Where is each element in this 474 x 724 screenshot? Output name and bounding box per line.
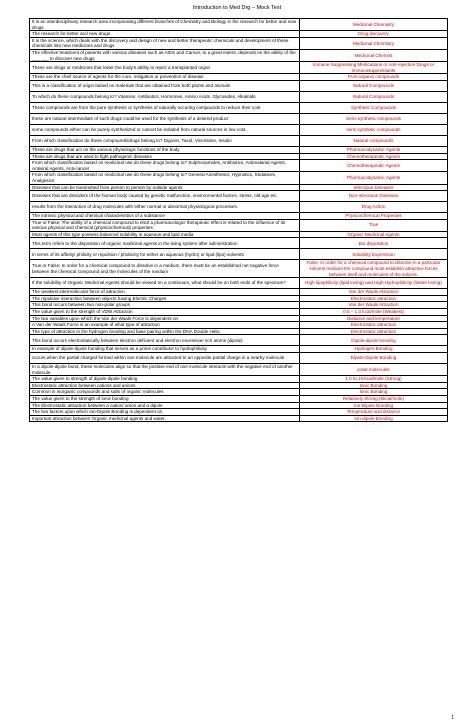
table-row (30, 322, 448, 329)
answer-cell: Semi synthetic compounds (300, 113, 448, 124)
table-row (30, 353, 448, 364)
table-row (30, 124, 448, 135)
question-cell: Diseases that can be transmitted from person to person by outside agents (30, 184, 300, 191)
question-cell: In a dipole-dipole bond, these molecules align so that the positive end of one molecule interacts with the negative end of another molecule. (30, 364, 300, 376)
question-cell: In example of dipole-dipole bonding that serves as a prime contributor to hydrophilicity (30, 346, 300, 353)
table-row (30, 402, 448, 409)
table-row (30, 415, 448, 422)
question-cell: The value given to strength of dipole-dipole bonding (30, 376, 300, 383)
answer-cell: Pharmacodynamic Agents (300, 146, 448, 153)
table-row (30, 335, 448, 346)
table-row (30, 202, 448, 213)
table-row (30, 49, 448, 61)
answer-cell: Dipole-dipole bonding (300, 335, 448, 346)
answer-cell: Natural Compounds (300, 80, 448, 91)
answer-cell: Electrostatic attraction (300, 328, 448, 335)
answer-cell: 1.0 to 10 kcal/mole (Strong) (300, 376, 448, 383)
question-cell: It is the science, which deals with the discovery and design of new and better therapeutic chemicals and development of these chemicals into new medicines and drugs (30, 37, 300, 49)
table-row (30, 153, 448, 160)
question-cell: If the solubility of Organic Medicinal Agents should be viewed on a continuum, what should be on both ends of the spectrum? (30, 278, 300, 289)
answer-cell: Physicochemical Properties (300, 213, 448, 220)
table-row (30, 231, 448, 238)
answer-cell: Electrostatic attraction (300, 295, 448, 302)
answer-cell: Chemotherapeutic Agents (300, 160, 448, 172)
table-row (30, 249, 448, 260)
answer-cell: Dipole-Dipole Bonding (300, 353, 448, 364)
question-cell: results from the interaction of drug molecules with either normal or abnormal physiological processes. (30, 202, 300, 213)
table-row (30, 309, 448, 316)
answer-cell: False: In order for a chemical compound to dissolve in a particular solvent/ medium the compound must establish attractive forces between itself and molecules of the solvent. (300, 260, 448, 278)
table-row (30, 146, 448, 153)
table-row (30, 346, 448, 353)
question-cell: Diseases that are disorders of the human body caused by genetic malfunction, environmental factors, stress, old age etc (30, 191, 300, 202)
answer-cell: Chemotherapeutic Agents (300, 153, 448, 160)
question-cell: The weakest intermolecular force of attraction (30, 289, 300, 296)
question-cell: The repulsive interaction between objects having Electric Charges (30, 295, 300, 302)
answer-cell: Pharmacodynamic Agents (300, 172, 448, 184)
table-row (30, 289, 448, 296)
answer-cell: Electrostatic attraction (300, 322, 448, 329)
question-cell: A Van der Waals Force is an example of what type of attraction (30, 322, 300, 329)
answer-cell: Van der Waals Attraction (300, 302, 448, 309)
table-row (30, 382, 448, 389)
answer-cell: Relatively Strong (5kcal/mole) (300, 395, 448, 402)
question-cell: To which do these compounds belong to? Vitamins, Antibiotics, Hormones, Amino Acids, Glycosides, Alkaloids (30, 91, 300, 102)
question-cell: Electrostatic attraction between cations and anions (30, 382, 300, 389)
answer-cell: Ion-dipole Bonding (300, 415, 448, 422)
table-row (30, 302, 448, 309)
table-row (30, 395, 448, 402)
question-cell: The value given to the strength of ionic bonding (30, 395, 300, 402)
question-cell: The research for better and new drugs (30, 31, 300, 38)
answer-cell: Pure organic compounds (300, 74, 448, 81)
answer-cell: semi synthetic compounds (300, 124, 448, 135)
answer-cell: Immune Suppressing Medications or Anti-rejection Drugs or Immunosuppressants (300, 62, 448, 74)
answer-cell: Medicinal Chemistry (300, 19, 448, 31)
answer-cell: High lipophilicity (lipid loving) and High Hydrophilicity (Water loving) (300, 278, 448, 289)
question-cell: In terms of its affinity/ philicity or repulsion / phobicity for either an aqueous (hydro) or lipid (lipo) solvents (30, 249, 300, 260)
answer-cell: Medicinal Chemist (300, 49, 448, 61)
answer-cell: polar molecules (300, 364, 448, 376)
question-cell: True or False: The ability of a chemical compound to elicit a pharmacologic/ therapeutic effect is related to the influence of its various physical and chemical (physicochemical) properties (30, 219, 300, 231)
table-row (30, 278, 448, 289)
answer-cell: Ion-Dipole Bonding (300, 402, 448, 409)
question-cell: These are drugs that are used to fight pathogenic diseases (30, 153, 300, 160)
mock-test-table (29, 18, 448, 422)
question-cell: The Electrostatic attraction between a cation/ anion and a dipole (30, 402, 300, 409)
answer-cell: Ionic Bonding (300, 382, 448, 389)
answer-cell: Natural Compounds (300, 91, 448, 102)
answer-cell: Temperature and distance (300, 409, 448, 416)
answer-cell: True (300, 219, 448, 231)
table-row (30, 74, 448, 81)
answer-cell: Van der Waals Attraction (300, 289, 448, 296)
question-cell: This bond occurs between two non-polar groups (30, 302, 300, 309)
answer-cell: Infectious Diseases (300, 184, 448, 191)
question-cell: These are the chief source of agents for the cure, mitigation or prevention of disease (30, 74, 300, 81)
table-row (30, 213, 448, 220)
question-cell: Important attraction between Organic medicinal agents and water. (30, 415, 300, 422)
question-cell: The two factors upon which Ion-Dipole Bonding is dependent on (30, 409, 300, 416)
question-cell: This bond occurs electrostatically between electron deficient and electron excessive/ rich atoms (dipole) (30, 335, 300, 346)
table-row (30, 295, 448, 302)
table-row (30, 409, 448, 416)
answer-cell: Solubility Expression (300, 249, 448, 260)
question-cell: True or False: In order for a chemical compound to dissolve in a medium, there must be an established net negative force between the chemical compound and the molecules of the medium (30, 260, 300, 278)
table-row (30, 364, 448, 376)
table-row (30, 62, 448, 74)
answer-cell: Distance and temperature (300, 315, 448, 322)
answer-cell: Ionic Bonding (300, 389, 448, 396)
answer-cell: Non-infectious Diseases (300, 191, 448, 202)
question-cell: The value given to the strength of VDW Attraction (30, 309, 300, 316)
answer-cell: Synthetic Compounds (300, 102, 448, 113)
table-row (30, 113, 448, 124)
question-cell: From which classification do these compounds/drugs belong to? Digoxin, Taxol, Vincristine, Insulin (30, 135, 300, 146)
table-row (30, 80, 448, 91)
question-cell: From which classification based on medicinal use do these drugs belong to? General Anesthetics, Hypnotics, Sedatives, Analgesics (30, 172, 300, 184)
question-cell: These are drugs that act on the various physiologic functions of the body (30, 146, 300, 153)
question-cell: These are drugs or medicines that lower the body's ability to reject a transplanted organ (30, 62, 300, 74)
question-cell: these are natural intermediate of such drugs could be used for the synthesis of a desired product (30, 113, 300, 124)
answer-cell: Bio disposition (300, 238, 448, 249)
table-row (30, 91, 448, 102)
table-row (30, 102, 448, 113)
question-cell: This is a classification of origin based on materials that are obtained from both plants and animals (30, 80, 300, 91)
answer-cell: Organic Medicinal Agents (300, 231, 448, 238)
question-cell: From which classification based on medicinal use do these drugs belong to? Sulphonamides, Antibiotics, Antimalarial Agents, Antiviral Agents, Anti-cancer (30, 160, 300, 172)
answer-cell: Medicinal Chemistry (300, 37, 448, 49)
question-cell: These compounds are from the pure synthesis or synthesis of naturally occuring compounds to reduce their cost (30, 102, 300, 113)
page-number: 1 (451, 715, 454, 721)
table-row (30, 260, 448, 278)
question-cell: It is an interdisciplinary research area incorporating different branches of Chemistry and Biology in the research for better and new drugs (30, 19, 300, 31)
table-row (30, 376, 448, 383)
question-cell: Most agents of this type possess balanced solubility in aqueous and lipid media (30, 231, 300, 238)
table-row (30, 191, 448, 202)
question-cell: The two variables upon which the Van der Waals Force is dependent on (30, 315, 300, 322)
question-cell: Common in inorganic compounds and salts of organic molecules (30, 389, 300, 396)
question-cell: The intrinsic physical and chemical characteristics of a substance (30, 213, 300, 220)
question-cell: The type of attraction in the hydrogen bonding and base pairing within the DNA Double Helix (30, 328, 300, 335)
table-row (30, 31, 448, 38)
question-cell: some compounds either can be purely synthesized or cannot be isolated from natural sources in low cost. (30, 124, 300, 135)
question-cell: The effective treatment of patients with various diseases such as AIDS and Cancer, to a great extent, depends on the ability of the ___ ___ to discover new drugs (30, 49, 300, 61)
table-row (30, 238, 448, 249)
table-row (30, 172, 448, 184)
table-row (30, 389, 448, 396)
answer-cell: 0.5 – 1.0 kcal/mole (Weakest) (300, 309, 448, 316)
table-row (30, 160, 448, 172)
table-row (30, 37, 448, 49)
table-row (30, 328, 448, 335)
answer-cell: Natural compounds (300, 135, 448, 146)
question-cell: occurs when the partial charged formed within one molecule are attracted to an opposite partial charge in a nearby molecule (30, 353, 300, 364)
table-row (30, 184, 448, 191)
answer-cell: Drug Action (300, 202, 448, 213)
answer-cell: Hydrogen Bonding (300, 346, 448, 353)
question-cell: This term refers to the disposition of organic medicinal agents in the living system after administration (30, 238, 300, 249)
table-row (30, 315, 448, 322)
table-row (30, 135, 448, 146)
table-row (30, 19, 448, 31)
answer-cell: Drug discovery (300, 31, 448, 38)
table-row (30, 219, 448, 231)
page-title: Introduction to Med Drg – Mock Test (192, 5, 282, 11)
